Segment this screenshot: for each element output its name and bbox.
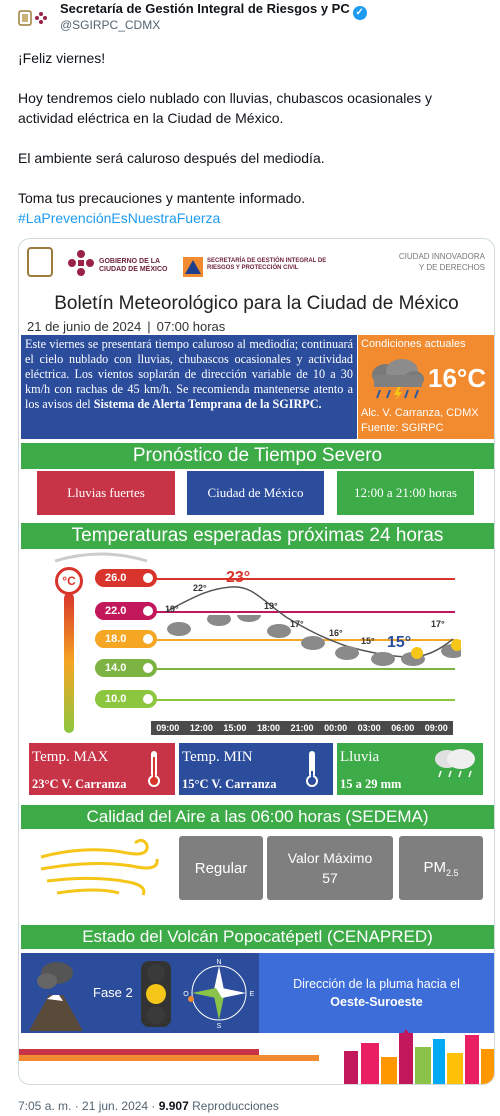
account-handle[interactable]: @SGIRPC_CDMX: [60, 18, 161, 32]
rain-cloud-icon: [429, 747, 477, 779]
time-tick: 00:00: [324, 723, 348, 733]
severe-schedule: 12:00 a 21:00 horas: [337, 471, 474, 515]
volcano-phase: Fase 2: [93, 985, 133, 1000]
scale-value: 22.0: [105, 605, 127, 617]
plume-direction: [259, 953, 494, 1033]
severe-phenomenon: Lluvias fuertes: [37, 471, 175, 515]
temp-point-label: 19°: [264, 601, 278, 611]
rain-label: Lluvia: [340, 749, 380, 765]
scale-value: 26.0: [105, 572, 127, 584]
temp-max-value: 23°C V. Carranza: [32, 777, 127, 791]
bulletin-title: Boletín Meteorológico para la Ciudad de México: [54, 293, 459, 314]
thermometer-icon: °C: [55, 567, 83, 595]
volcano-panel: [21, 953, 259, 1033]
weather-icons: [161, 615, 461, 685]
logos-header: [27, 247, 487, 281]
tweet-line: ¡Feliz viernes!: [18, 50, 106, 66]
temp-point-label: 15°: [361, 636, 375, 646]
tweet-header: [16, 0, 486, 36]
time-tick: 12:00: [189, 723, 213, 733]
verified-badge-icon: ✓: [353, 6, 367, 20]
rain-value: 15 a 29 mm: [340, 777, 402, 791]
time-tick: 18:00: [256, 723, 280, 733]
compass-icon: [183, 957, 255, 1029]
severe-weather-title: Pronóstico de Tiempo Severo: [21, 443, 494, 469]
current-conditions: [358, 335, 494, 439]
time-tick: 09:00: [156, 723, 180, 733]
time-tick: 21:00: [290, 723, 314, 733]
scale-value: 18.0: [105, 633, 127, 645]
compass-s: S: [216, 1023, 222, 1029]
slogan-line: Y DE DERECHOS: [418, 263, 485, 272]
bulletin-date: 21 de junio de 2024 | 07:00 horas: [27, 319, 226, 334]
compass-e: E: [249, 991, 255, 998]
conditions-location: [361, 406, 479, 436]
traffic-light-icon: [139, 959, 173, 1029]
avatar[interactable]: [18, 6, 54, 30]
source-text: Fuente: SGIRPC: [361, 422, 444, 434]
views-label: Reproducciones: [188, 1099, 279, 1113]
gob-logo-text: GOBIERNO DE LA CIUDAD DE MÉXICO: [99, 258, 168, 273]
volcano-icon: [25, 957, 85, 1031]
time-tick: 03:00: [357, 723, 381, 733]
tweet-meta: [18, 1099, 279, 1113]
temp-min-card: [179, 743, 333, 795]
description-text: Este viernes se presentará tiempo caluroso al mediodía; continuará el cielo nublado con lluvias, chubascos ocasionales y actividad eléctrica. Los vientos soplarán de dirección variable de 10 a 30 km/h con rachas de 45 km/h. Se recomienda mantenerse atento a los avisos del: [25, 337, 353, 411]
forecast-description: [21, 335, 357, 439]
storm-cloud-icon: [364, 357, 426, 401]
temperatures-title: Temperaturas esperadas próximas 24 horas: [21, 523, 494, 549]
location-text: Alc. V. Carranza, CDMX: [361, 407, 479, 419]
air-quality-status: [179, 836, 263, 900]
temp-max-card: [29, 743, 175, 795]
cdmx-logo-icon: [67, 249, 95, 277]
description-bold: Sistema de Alerta Temprana de la SGIRPC.: [93, 397, 322, 411]
seal-icon: [18, 10, 32, 26]
current-temperature: 16°C: [428, 363, 487, 393]
temp-point-label: 16°: [329, 628, 343, 638]
scale-value: 10.0: [105, 693, 127, 705]
date-text: 21 de junio de 2024: [27, 319, 142, 334]
severe-region: Ciudad de México: [187, 471, 324, 515]
temp-min-point: 15°: [387, 634, 412, 651]
temp-max-label: Temp. MAX: [32, 749, 109, 765]
scale-value: 14.0: [105, 662, 127, 674]
bulletin-image[interactable]: [18, 238, 495, 1085]
volcano-title: Estado del Volcán Popocatépetl (CENAPRED): [21, 925, 494, 949]
tweet-line: Toma tus precauciones y mantente informado.: [18, 190, 306, 206]
hashtag-link[interactable]: #LaPrevenciónEsNuestraFuerza: [18, 210, 221, 226]
view-count: 9.907: [158, 1099, 189, 1113]
temp-point-label: 22°: [193, 583, 207, 593]
wind-icon: [37, 835, 167, 903]
sgirpc-logo-text: SECRETARÍA DE GESTIÓN INTEGRAL DE RIESGOS Y PROTECCIÓN CIVIL: [207, 258, 327, 271]
air-pollutant: [399, 836, 483, 900]
air-max-label: Valor Máximo: [287, 850, 373, 866]
sgirpc-triangle-icon: [183, 257, 203, 277]
pollutant-subscript: 2.5: [445, 867, 459, 878]
tweet-text: [18, 48, 478, 228]
plume-direction-value: Oeste-Suroeste: [330, 995, 423, 1009]
temp-point-label: 17°: [290, 619, 304, 629]
time-axis: [151, 721, 453, 735]
timestamp[interactable]: 7:05 a. m. · 21 jun. 2024 ·: [18, 1099, 159, 1113]
rain-card: [337, 743, 483, 795]
time-tick: 09:00: [424, 723, 448, 733]
temp-min-label: Temp. MIN: [182, 749, 253, 765]
air-max-value: 57: [322, 870, 338, 886]
time-text: 07:00 horas: [156, 319, 226, 334]
ciudad-slogan: [345, 251, 485, 273]
conditions-label: Condiciones actuales: [361, 338, 466, 350]
city-skyline-art: [19, 1029, 495, 1085]
temp-max-point: 23°: [226, 569, 251, 586]
tweet-line: El ambiente será caluroso después del mediodía.: [18, 150, 325, 166]
compass-o: O: [183, 991, 189, 998]
temperature-chart: [21, 549, 494, 739]
air-quality-max: [267, 836, 393, 900]
compass-n: N: [216, 959, 222, 966]
mexico-seal-icon: [27, 247, 53, 277]
air-status-text: Regular: [194, 859, 248, 877]
cdmx-logo-icon: [34, 11, 48, 25]
plume-line: Dirección de la pluma hacia el: [293, 977, 460, 991]
thermometer-high-icon: [143, 749, 165, 789]
tweet-line: Hoy tendremos cielo nublado con lluvias, chubascos ocasionales y actividad eléctrica en la Ciudad de México.: [18, 90, 433, 126]
temp-point-label: 17°: [431, 619, 445, 629]
time-tick: 15:00: [223, 723, 247, 733]
time-tick: 06:00: [391, 723, 415, 733]
temp-min-value: 15°C V. Carranza: [182, 777, 277, 791]
air-quality-title: Calidad del Aire a las 06:00 horas (SEDEMA): [21, 805, 494, 829]
slogan-line: CIUDAD INNOVADORA: [398, 252, 485, 261]
temp-point-label: 19°: [165, 604, 179, 614]
account-name-text: Secretaría de Gestión Integral de Riesgos y PC: [60, 1, 350, 16]
pollutant-name: PM: [423, 858, 446, 876]
thermometer-low-icon: [301, 749, 323, 789]
